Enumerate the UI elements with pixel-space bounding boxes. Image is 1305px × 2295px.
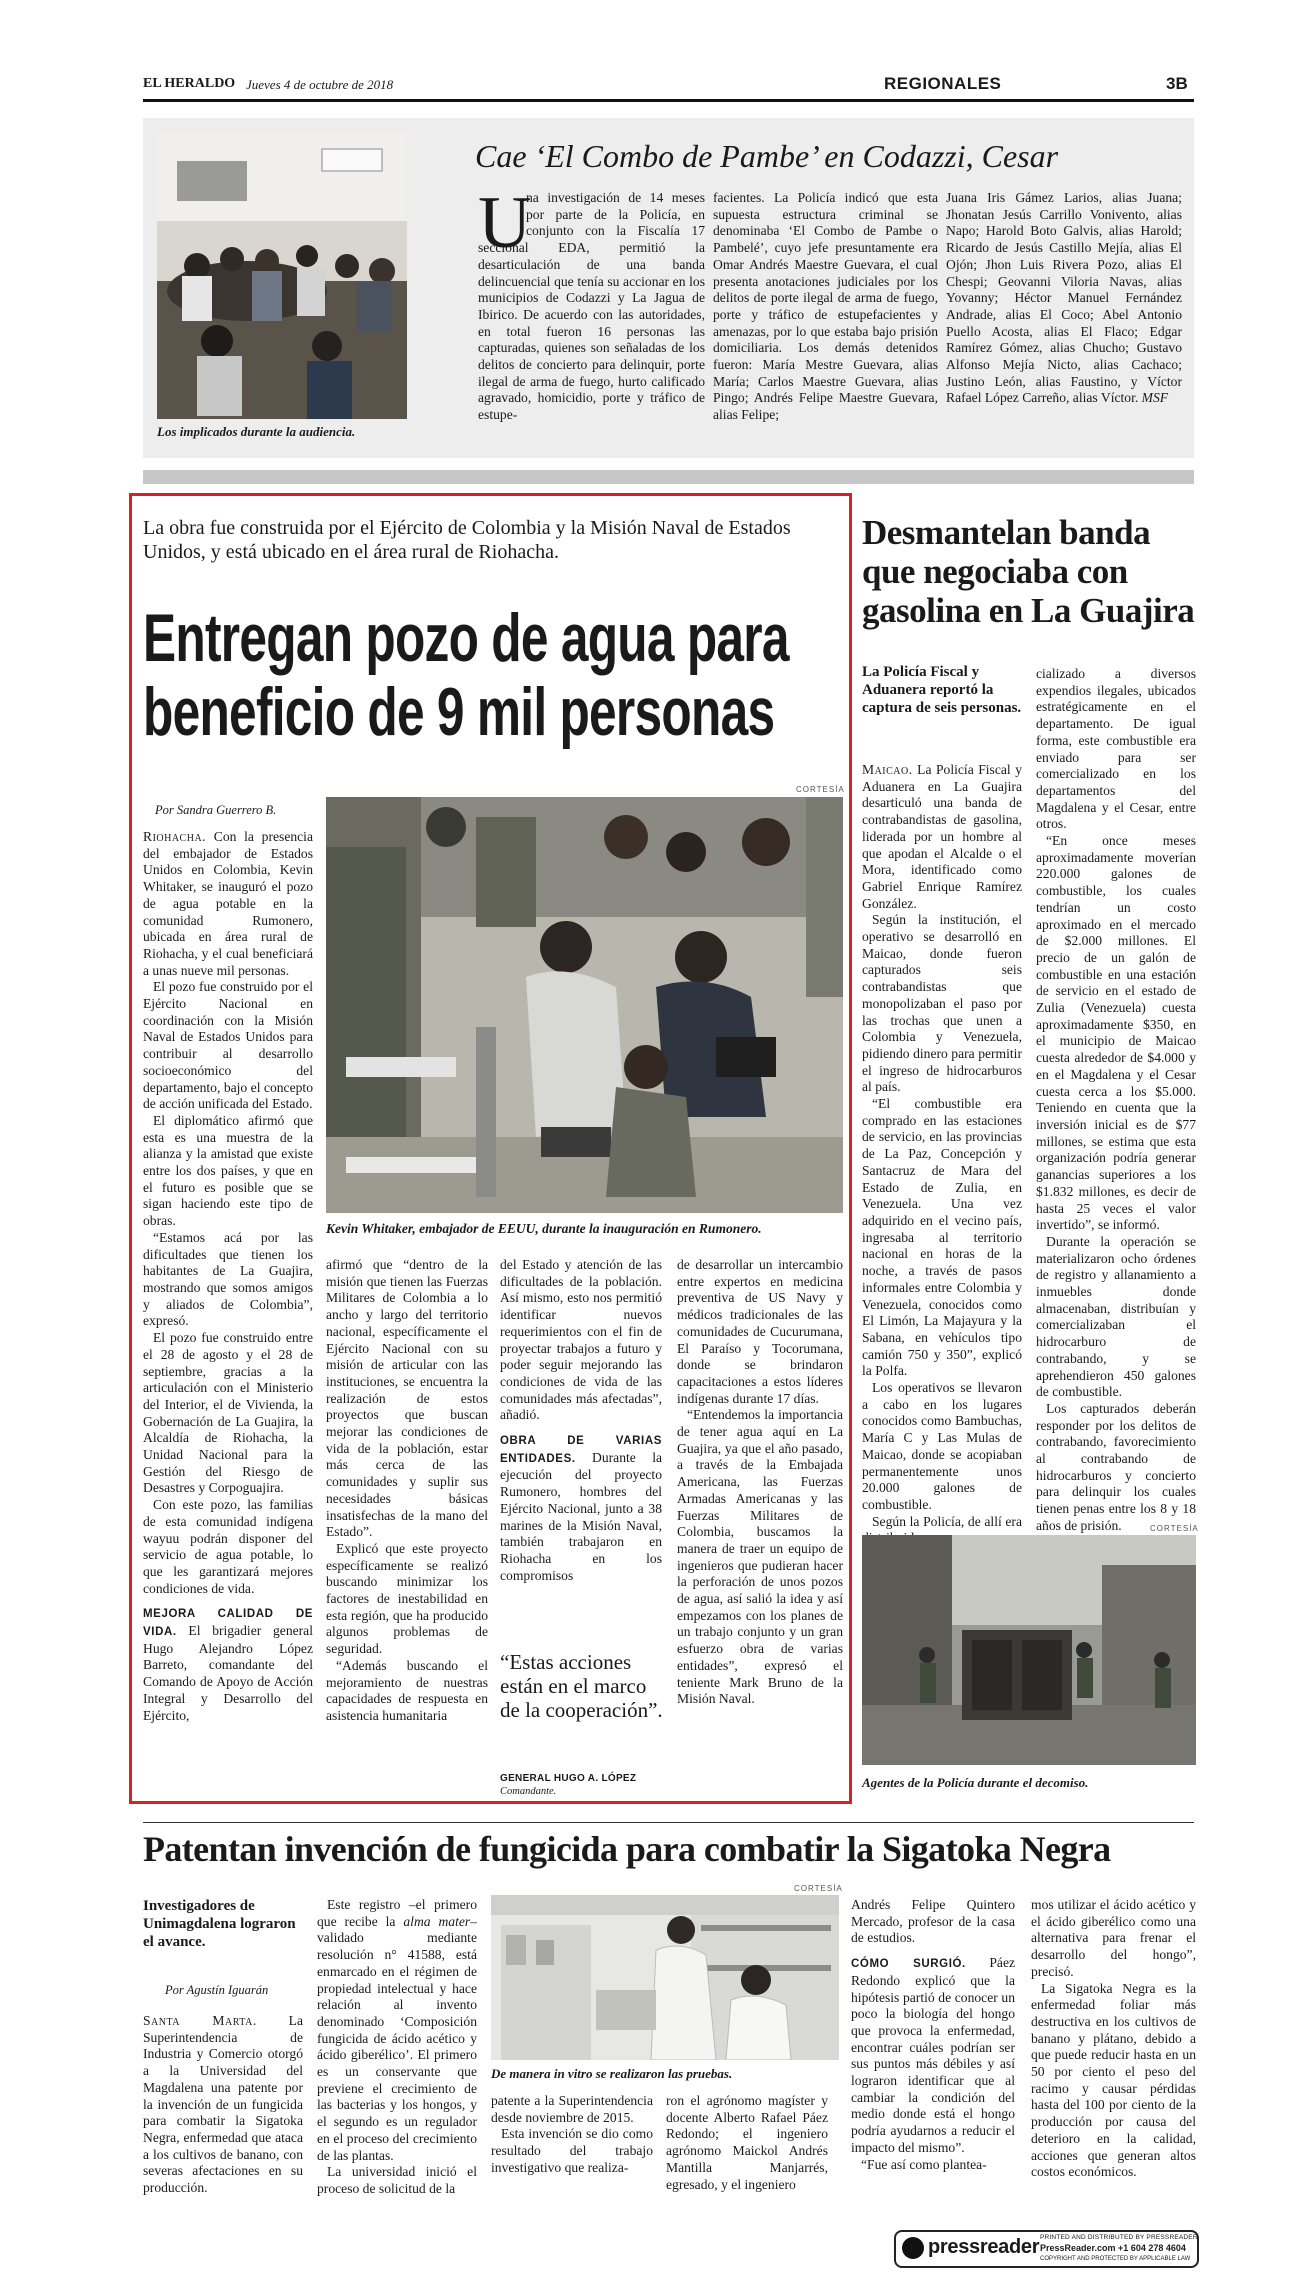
top-story-col2 <box>713 190 938 448</box>
main-pull-quote: “Estas acciones están en el marco de la cooperación”. <box>500 1650 663 1722</box>
pressreader-line3: COPYRIGHT AND PROTECTED BY APPLICABLE LAW <box>1040 2256 1191 2262</box>
top-story-col2-text: facientes. La Policía indicó que esta supuesta estructura criminal se denominaba ‘El Combo de Pambe o Pambelé’, cuyo jefe presuntamente era Omar Andrés Maestre Guevara, el cual presenta anotaciones judiciales por los delitos de porte ilegal de arma de fuego, porte y tráfico de estupefacientes y amenazas, por lo que estaba bajo prisión domiciliaria. Los demás detenidos fueron: María Mestre Guevara, alias María; Carlos Maestre Guevara, alias Pingo; Andrés Felipe Maestre Guevara, alias Felipe; <box>713 190 938 423</box>
side-photo <box>862 1535 1196 1765</box>
bottom-col3-p1: patente a la Superintendencia desde noviembre de 2015. <box>491 2093 653 2125</box>
top-story-caption: Los implicados durante la audiencia. <box>157 424 356 439</box>
masthead-paper: EL HERALDO <box>143 76 236 91</box>
bottom-col1-p1: La Superintendencia de Industria y Comercio otorgó a la Universidad del Magdalena una patente por la invención de un fungicida para combatir la Sigatoka Negra, enfermedad que ataca a los cultivos de banano, con severas afectaciones en su producción. <box>143 2013 303 2196</box>
header-rule <box>143 99 1194 102</box>
main-col1-p5: El pozo fue construido entre el 28 de agosto y el 28 de septiembre, gracias a la articulación con el Ministerio del Interior, el de Vivienda, la Gobernación de La Guajira, la Alcaldía de Riohacha, la Unidad Nacional para la Gestión del Riesgo de Desastres y Corpoguajira. <box>143 1330 313 1496</box>
bottom-col2-p2: La universidad inició el proceso de solicitud de la <box>317 2164 477 2196</box>
main-photo <box>326 797 843 1213</box>
masthead-date: Jueves 4 de octubre de 2018 <box>246 77 394 92</box>
main-col4-p2: “Entendemos la importancia de tener agua aquí en La Guajira, ya que el año pasado, a través de la Embajada Americana, las Fuerzas Armadas Americanas y las Fuerzas Militares de Colombia, buscamos la manera de traer un equipo de ingenieros que pudieran hacer la perforación de unos pozos de agua, así salió la idea y así empezamos con los planes de un trabajo conjunto y un gran esfuerzo obra de varias entidades”, expresó el teniente Mark Bruno de la Misión Naval. <box>677 1407 843 1707</box>
main-sub1: MEJORA CALIDAD DE VIDA. <box>143 1608 313 1639</box>
top-story-col1-text: na investigación de 14 meses por parte de la Policía, en conjunto con la Fiscalía 17 seccional EDA, permitió la desarticulación de una banda delincuencial que tenía su accionar en los municipios de Codazzi y La Jagua de Ibirico. De acuerdo con las autoridades, en total fueron 16 personas las capturadas, quienes son señaladas de los delitos de concierto para delinquir, porte ilegal de arma de fuego, hurto calificado agravado, homicidio, porte y tráfico de estupe- <box>478 190 705 423</box>
bottom-col3 <box>491 2093 653 2213</box>
bottom-col5 <box>851 1897 1015 2213</box>
pressreader-line1: PRINTED AND DISTRIBUTED BY PRESSREADER <box>1040 2234 1198 2241</box>
side-photo-credit: CORTESÍA <box>1150 1524 1199 1533</box>
bottom-photo <box>491 1895 839 2060</box>
main-col2-p2: Explicó que este proyecto específicamente se realizó buscando minimizar los factores de inestabilidad en esta región, que ha producido algunos problemas de seguridad. <box>326 1540 488 1657</box>
side-col1 <box>862 762 1022 1572</box>
bottom-col2-alma: alma mater <box>403 1913 471 1929</box>
main-col3-p2: Durante la ejecución del proyecto Rumonero, hombres del Ejército Nacional, junto a 38 marines de la Misión Naval, también trabajaron en Riohacha en los compromisos <box>500 1449 662 1583</box>
top-story-col3-text: Juana Iris Gámez Larios, alias Juana; Jhonatan Jesús Carrillo Vonivento, alias Napo; Harold Boto Galvis, alias Harold; Ricardo de Jesús Castillo Mejía, alias El Ojón; Jhon Luis Rivera Pozo, alias El Chespi; Geovanni Viloria Navas, alias Yovanny; Héctor Manuel Fernández Andrade, alias El Coco; Abel Antonio Puello Acosta, alias El Flaco; Edgar Ramírez Gómez, alias Chucho; Gustavo Alfonso Mejía Nicto, alias Cachaco; Justino León, alias Faustino, y Víctor Rafael López Carreño, alias Víctor. <box>946 190 1182 406</box>
pressreader-brand: pressreader <box>928 2236 1040 2258</box>
main-col1-p4: “Estamos acá por las dificultades que tienen los habitantes de La Guajira, mostrando que somos amigos y aliados de Colombia”, expresó. <box>143 1229 313 1329</box>
bottom-col6-p2: La Sigatoka Negra es la enfermedad foliar más destructiva en los cultivos de banano y plátano, debido a que puede reducir hasta en un 50 por ciento el peso del racimo y causar pérdidas hasta del 100 por ciento de la producción por causa del deterioro en la calidad, acciones que generan altos costos económicos. <box>1031 1980 1196 2180</box>
main-col1-p1: Con la presencia del embajador de Estados Unidos en Colombia, Kevin Whitaker, se inauguró el pozo de agua potable en la comunidad Rumonero, ubicada en área rural de Riohacha, y el cual beneficiará a unas nueve mil personas. <box>143 829 313 978</box>
main-kicker: La obra fue construida por el Ejército de Colombia y la Misión Naval de Estados Unidos, y está ubicado en el área rural de Riohacha. <box>143 517 791 563</box>
main-quote-role: Comandante. <box>500 1786 557 1797</box>
side-col1-p2: Según la institución, el operativo se desarrolló en Maicao, donde fueron capturados seis contrabandistas que monopolizaban el paso por las trochas que unen a Colombia y Venezuela, pidiendo dinero para permitir el ingreso de hidrocarburos al país. <box>862 912 1022 1095</box>
main-col1-p7: El brigadier general Hugo Alejandro López Barreto, comandante del Comando de Apoyo de Acción Integral y Desarrollo del Ejército, <box>143 1623 313 1723</box>
main-col4 <box>677 1257 843 1795</box>
bottom-col6-p1: mos utilizar el ácido acético y el ácido giberélico como una alternativa para frenar el desarrollo del hongo”, precisó. <box>1031 1897 1196 1979</box>
bottom-col2-p1b: – validado mediante resolución n° 41588, está enmarcado en el régimen de propiedad intelectual y hace relación al invento denominado ‘Composición fungicida de ácido acético y ácido giberélico’. El primero es un conservante que previene el crecimiento de las bacterias y los hongos, y el segundo es un regulador en el proceso del crecimiento de las plantas. <box>317 1913 477 2163</box>
bottom-byline: Por Agustín Iguarán <box>165 1983 269 1997</box>
section-name: REGIONALES <box>884 74 1002 93</box>
bottom-photo-caption: De manera in vitro se realizaron las pruebas. <box>491 2066 733 2081</box>
main-col1-p3: El diplomático afirmó que esta es una muestra de la alianza y la amistad que existe entre los dos países, y que en el futuro es posible que se sigan haciendo este tipo de obras. <box>143 1112 313 1229</box>
side-col2 <box>1036 666 1196 1572</box>
pressreader-line2: PressReader.com +1 604 278 4604 <box>1040 2243 1186 2253</box>
top-story-col3 <box>946 190 1182 448</box>
side-deck: La Policía Fiscal y Aduanera reportó la captura de seis personas. <box>862 664 1022 716</box>
side-col2-p3: Durante la operación se materializaron ocho órdenes de registro y allanamiento a inmuebles donde almacenaban, distribuían y comercializaban el hidrocarburo de contrabando, y se aprehendieron 450 galones de combustible. <box>1036 1233 1196 1400</box>
bottom-col4 <box>666 2093 828 2213</box>
main-place: Riohacha. <box>143 829 207 844</box>
main-byline: Por Sandra Guerrero B. <box>155 803 277 817</box>
bottom-sub1: CÓMO SURGIÓ. <box>851 1958 966 1971</box>
top-story-photo <box>157 131 407 419</box>
main-photo-caption: Kevin Whitaker, embajador de EEUU, durante la inauguración en Rumonero. <box>326 1221 762 1236</box>
main-col1-p2: El pozo fue construido por el Ejército Nacional en coordinación con la Misión Naval de Estados Unidos para contribuir al desarrollo socioeconómico del departamento, bajo el concepto de acción unificada del Estado. <box>143 979 313 1112</box>
bottom-col2 <box>317 1897 477 2213</box>
side-col2-p1: cializado a diversos expendios ilegales, ubicados estratégicamente en el departamento. De igual forma, este combustible era enviado para ser comercializado en los departamentos del Magdalena y el Cesar, entre otros. <box>1036 666 1196 832</box>
bottom-col5-p1: Andrés Felipe Quintero Mercado, profesor de la casa de estudios. <box>851 1897 1015 1946</box>
main-quote-author: GENERAL HUGO A. LÓPEZ <box>500 1773 637 1784</box>
bottom-photo-credit: CORTESÍA <box>794 1884 843 1893</box>
bottom-col2-p1a: Este registro –el primero que recibe la <box>317 1897 477 1929</box>
side-col1-p3: “El combustible era comprado en las estaciones de servicio, en las provincias de La Paz, Concepción y Santacruz de Mara del Estado de Zulia, en Venezuela. Una vez adquirido en el vecino país, ingresaba al territorio nacional en horas de la noche, a través de pasos informales entre Colombia y Venezuela, conocidos como El Limón, La Majayura y la Sabana, en vehículos tipo camión 750 y 350”, explicó la Polfa. <box>862 1096 1022 1379</box>
bottom-headline: Patentan invención de fungicida para combatir la Sigatoka Negra <box>143 1829 1111 1869</box>
main-col1 <box>143 829 313 1795</box>
bottom-col5-p3: “Fue así como plantea- <box>861 2156 987 2172</box>
bottom-col5-p2: Páez Redondo explicó que la hipótesis partió de conocer un poco la biología del hongo que provoca la enfermedad, encontrar cuáles podrían ser sus puntos más débiles y así lograron identificar que al cambiar la condición del medio donde está el hongo podría ayudarnos a reducir el impacto del mismo”. <box>851 1955 1015 2155</box>
page-number: 3B <box>1166 74 1188 93</box>
side-headline: Desmantelan banda que negociaba con gasolina en La Guajira <box>862 513 1195 630</box>
bottom-col6 <box>1031 1897 1196 2213</box>
side-col2-p2: “En once meses aproximadamente moverían 220.000 galones de combustible, los cuales tendrían un costo aproximado en el mercado de $2.000 millones. El precio de un galón de combustible en una estación de servicio en el estado de Zulia (Venezuela) cuesta aproximadamente $350, en el municipio de Maicao cuesta alrededor de $4.000 y en el Magdalena y el Cesar cuesta cerca a los $5.000. Teniendo en cuenta que la inversión inicial es de $77 millones, se estima que esta organización podría generar ganancias superiores a los $1.832 millones, es decir de hasta 25 veces el valor invertido”, se informó. <box>1036 833 1196 1233</box>
bottom-col3-p2: Esta invención se dio como resultado del trabajo investigativo que realiza- <box>491 2126 653 2175</box>
side-col1-p1: La Policía Fiscal y Aduanera en La Guajira desarticuló una banda de contrabandistas de gasolina, liderada por un hombre al que apodan el Alcalde o el Mora, identificado como Gabriel Enrique Ramírez González. <box>862 762 1022 911</box>
bottom-place: Santa Marta. <box>143 2013 257 2028</box>
main-col1-p6: Con este pozo, las familias de esta comunidad indígena wayuu podrán disponer del servicio de agua potable, lo que les garantizará mejores condiciones de vida. <box>143 1497 313 1596</box>
main-col3 <box>500 1257 662 1637</box>
pressreader-logo-icon <box>902 2237 924 2259</box>
main-col2-p1: afirmó que “dentro de la misión que tienen las Fuerzas Militares de Colombia a lo ancho y largo del territorio nacional, específicamente el Ejército Nacional con su misión de articular con las instituciones, se encuentra la realización de estos proyectos que buscan mejorar las condiciones de vida de la población, estar más cerca de las comunidades y suplir sus necesidades básicas insatisfechas de la mano del Estado”. <box>326 1257 488 1540</box>
top-story-title: Cae ‘El Combo de Pambe’ en Codazzi, Cesar <box>475 138 1059 174</box>
main-headline-2: beneficio de 9 mil personas <box>143 674 775 750</box>
main-col4-p1: de desarrollar un intercambio entre expertos en medicina preventiva de US Navy y médicos tradicionales de las comunidades de Cucurumana, El Paraíso y Tocorumana, donde se brindaron capacitaciones a estos líderes indígenas durante 17 días. <box>677 1257 843 1406</box>
separator-bar <box>143 470 1194 484</box>
top-story-signoff: MSF <box>1141 390 1169 406</box>
main-col2-p3: “Además buscando el mejoramiento de nuestras capacidades de respuesta en asistencia humanitaria <box>326 1657 488 1723</box>
main-headline-1: Entregan pozo de agua para <box>143 600 789 676</box>
side-place: Maicao. <box>862 762 913 777</box>
main-sub2: OBRA DE VARIAS ENTIDADES. <box>500 1435 662 1465</box>
main-col3-p1: del Estado y atención de las dificultades de la población. Así mismo, esto nos permitió identificar nuevos requerimientos con el fin de proyectar trabajos a futuro y poder seguir mejorando las condiciones de vida de las comunidades más afectadas”, añadió. <box>500 1257 662 1423</box>
side-col2-p4: Los capturados deberán responder por los delitos de contrabando, favorecimiento al contrabando de hidrocarburos y concierto para delinquir los cuales tienen penas entre los 8 y 18 años de prisión. <box>1036 1400 1196 1533</box>
side-col1-p4: Los operativos se llevaron a cabo en los lugares conocidos como Bambuchas, María C y Las Mulas de Maicao, donde se acopiaban permanentemente unos 20.000 galones de combustible. <box>862 1380 1022 1512</box>
bottom-col1 <box>143 2013 303 2213</box>
bottom-rule <box>143 1822 1194 1823</box>
bottom-deck: Investigadores de Unimagdalena lograron el avance. <box>143 1898 296 1950</box>
bottom-col2-p1 <box>317 1897 477 2164</box>
side-photo-caption: Agentes de la Policía durante el decomiso. <box>862 1775 1089 1790</box>
bottom-col4-p1: ron el agrónomo magíster y docente Alberto Rafael Páez Redondo; el ingeniero agrónomo Maickol Andrés Mantilla Manjarrés, egresado, y el ingeniero <box>666 2093 828 2192</box>
side-col1-p5: Según la Policía, de allí era <box>872 1513 1022 1529</box>
main-col2 <box>326 1257 488 1795</box>
top-story-dropcap: U <box>478 182 532 264</box>
top-story-col1 <box>478 190 705 448</box>
main-photo-credit: CORTESÍA <box>796 785 845 794</box>
